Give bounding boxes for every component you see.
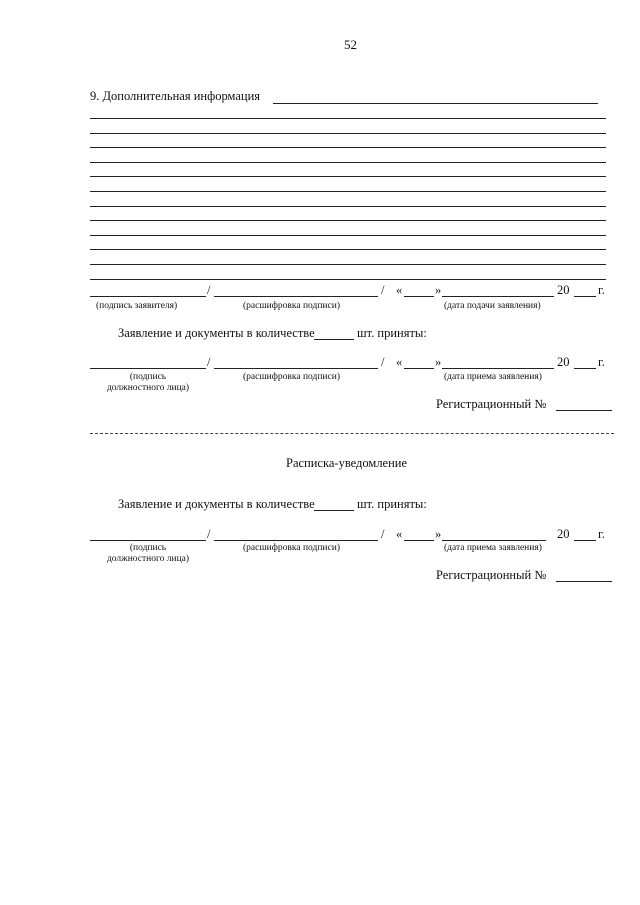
caption-date-submission: (дата подачи заявления) xyxy=(444,301,541,311)
additional-info-label: 9. Дополнительная информация xyxy=(90,89,261,103)
slash: / xyxy=(207,527,211,541)
applicant-signature-line[interactable] xyxy=(90,296,206,297)
year-suffix: г. xyxy=(598,355,605,369)
official-month-line[interactable] xyxy=(442,540,546,541)
slash: / xyxy=(381,527,385,541)
cut-line xyxy=(90,433,614,434)
year-prefix: 20 xyxy=(557,283,570,297)
receipt-title: Расписка-уведомление xyxy=(286,456,408,470)
year-prefix: 20 xyxy=(557,355,570,369)
additional-info-line[interactable] xyxy=(90,235,606,236)
quote-open: « xyxy=(396,355,403,369)
year-suffix: г. xyxy=(598,527,605,541)
additional-info-line[interactable] xyxy=(90,176,606,177)
additional-info-line[interactable] xyxy=(90,279,606,280)
caption-decoding: (расшифровка подписи) xyxy=(243,301,340,311)
year-prefix: 20 xyxy=(557,527,570,541)
official-signature-line[interactable] xyxy=(90,540,206,541)
caption-decoding: (расшифровка подписи) xyxy=(243,372,340,382)
additional-info-line[interactable] xyxy=(90,220,606,221)
caption-decoding: (расшифровка подписи) xyxy=(243,543,340,553)
official-year-line[interactable] xyxy=(574,540,596,541)
slash: / xyxy=(381,355,385,369)
registration-number-line[interactable] xyxy=(556,410,612,411)
page-number: 52 xyxy=(344,37,357,52)
slash: / xyxy=(207,283,211,297)
registration-number-label: Регистрационный № xyxy=(436,568,547,582)
additional-info-line[interactable] xyxy=(90,162,606,163)
caption-official-signature xyxy=(90,543,206,565)
caption-line: (подпись xyxy=(129,543,167,553)
additional-info-line[interactable] xyxy=(90,133,606,134)
caption-applicant-signature: (подпись заявителя) xyxy=(96,301,178,311)
quote-close: » xyxy=(435,355,442,369)
caption-official-signature xyxy=(90,372,206,394)
applicant-decoding-line[interactable] xyxy=(214,296,378,297)
additional-info-line[interactable] xyxy=(90,118,606,119)
applicant-year-line[interactable] xyxy=(574,296,596,297)
applicant-day-line[interactable] xyxy=(404,296,434,297)
accepted-suffix: шт. приняты: xyxy=(357,497,427,511)
official-day-line[interactable] xyxy=(404,540,434,541)
caption-date-acceptance: (дата приема заявления) xyxy=(444,372,542,382)
documents-count-line[interactable] xyxy=(314,510,354,511)
official-decoding-line[interactable] xyxy=(214,540,378,541)
caption-line: (подпись xyxy=(129,372,167,382)
registration-number-label: Регистрационный № xyxy=(436,397,547,411)
quote-open: « xyxy=(396,527,403,541)
official-day-line[interactable] xyxy=(404,368,434,369)
documents-count-line[interactable] xyxy=(314,339,354,340)
additional-info-line[interactable] xyxy=(90,191,606,192)
registration-number-line[interactable] xyxy=(556,581,612,582)
additional-info-line[interactable] xyxy=(90,206,606,207)
quote-close: » xyxy=(435,527,442,541)
official-signature-line[interactable] xyxy=(90,368,206,369)
slash: / xyxy=(381,283,385,297)
caption-date-acceptance: (дата приема заявления) xyxy=(444,543,542,553)
quote-close: » xyxy=(435,283,442,297)
official-decoding-line[interactable] xyxy=(214,368,378,369)
caption-line: должностного лица) xyxy=(106,554,190,564)
caption-line: должностного лица) xyxy=(106,383,190,393)
accepted-text: Заявление и документы в количестве xyxy=(118,497,315,511)
accepted-suffix: шт. приняты: xyxy=(357,326,427,340)
applicant-month-line[interactable] xyxy=(442,296,554,297)
additional-info-line[interactable] xyxy=(90,147,606,148)
additional-info-line[interactable] xyxy=(90,264,606,265)
year-suffix: г. xyxy=(598,283,605,297)
official-month-line[interactable] xyxy=(442,368,554,369)
accepted-text: Заявление и документы в количестве xyxy=(118,326,315,340)
slash: / xyxy=(207,355,211,369)
official-year-line[interactable] xyxy=(574,368,596,369)
additional-info-line[interactable] xyxy=(90,249,606,250)
additional-info-first-line[interactable] xyxy=(273,103,598,104)
quote-open: « xyxy=(396,283,403,297)
